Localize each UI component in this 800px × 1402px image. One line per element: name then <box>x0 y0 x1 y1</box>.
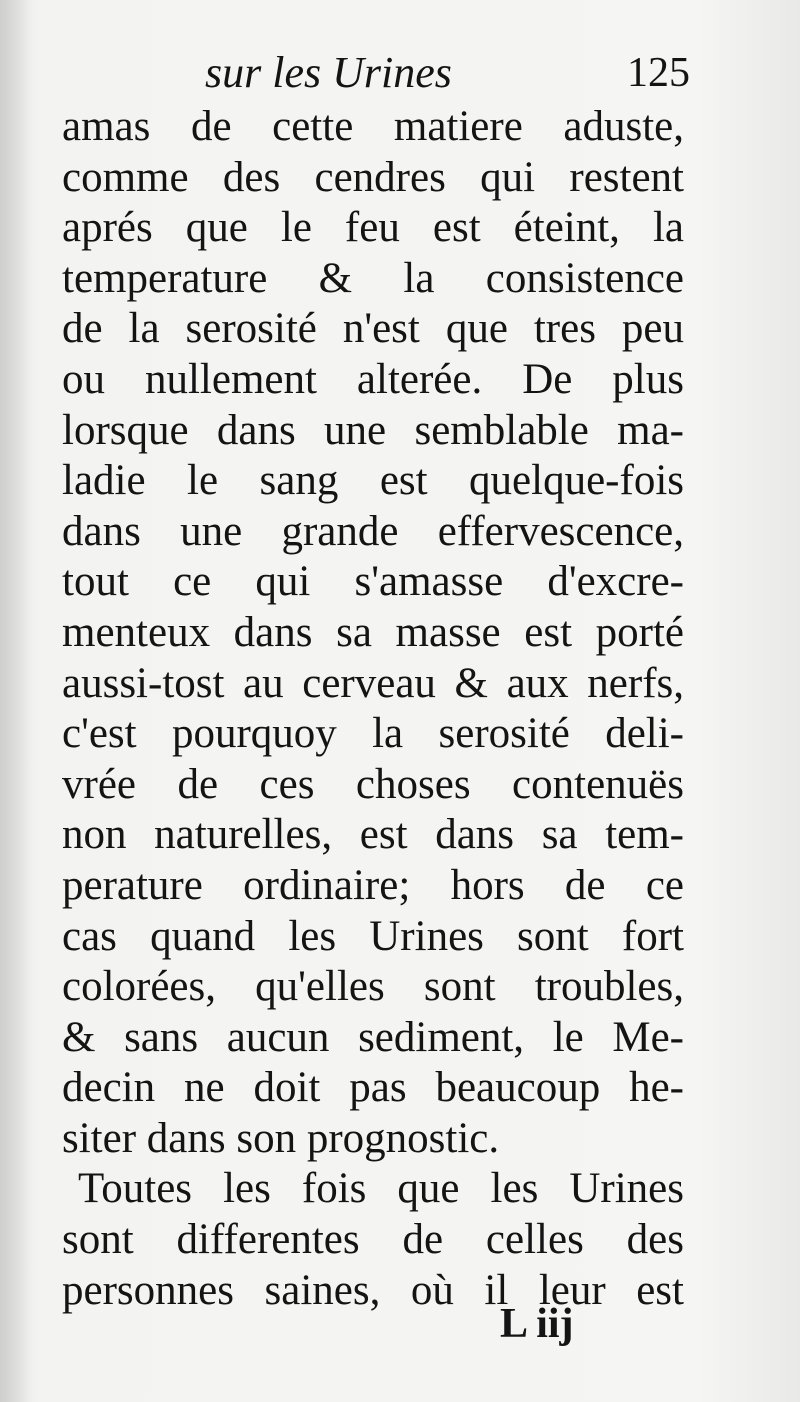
text-line: c'est pourquoy la serosité deli- <box>62 710 684 758</box>
text-line: perature ordinaire; hors de ce <box>62 861 684 909</box>
text-line: & sans aucun sediment, le Me- <box>62 1013 684 1061</box>
text-line: vrée de ces choses contenuës <box>62 760 684 808</box>
signature-mark: L iij <box>500 1301 574 1347</box>
text-line: aussi-tost au cerveau & aux nerfs, <box>62 659 684 707</box>
text-line: siter dans son prognostic. <box>62 1114 500 1162</box>
text-line: lorsque dans une semblable ma- <box>62 406 684 454</box>
text-line: dans une grande effervescence, <box>62 507 684 555</box>
text-line: non naturelles, est dans sa tem- <box>62 811 684 859</box>
text-line: personnes saines, où il leur est <box>62 1266 684 1314</box>
running-title: sur les Urines <box>205 48 452 97</box>
text-line: tout ce qui s'amasse d'excre- <box>62 558 684 606</box>
body-text <box>62 102 684 1316</box>
text-line: cas quand les Urines sont fort <box>62 912 684 960</box>
text-line: aprés que le feu est éteint, la <box>62 204 684 252</box>
text-line: Toutes les fois que les Urines <box>78 1165 684 1213</box>
text-line: ou nullement alterée. De plus <box>62 355 684 403</box>
text-line: de la serosité n'est que tres peu <box>62 305 684 353</box>
page-gutter-shadow <box>0 0 30 1402</box>
text-line: decin ne doit pas beaucoup he- <box>62 1064 684 1112</box>
text-line: menteux dans sa masse est porté <box>62 608 684 656</box>
text-line: colorées, qu'elles sont troubles, <box>62 963 684 1011</box>
page-number: 125 <box>627 50 690 96</box>
text-line: amas de cette matiere aduste, <box>62 103 684 150</box>
text-line: ladie le sang est quelque-fois <box>62 457 684 505</box>
text-line: comme des cendres qui restent <box>62 153 684 201</box>
text-line: sont differentes de celles des <box>62 1216 684 1264</box>
text-line: temperature & la consistence <box>62 254 684 302</box>
